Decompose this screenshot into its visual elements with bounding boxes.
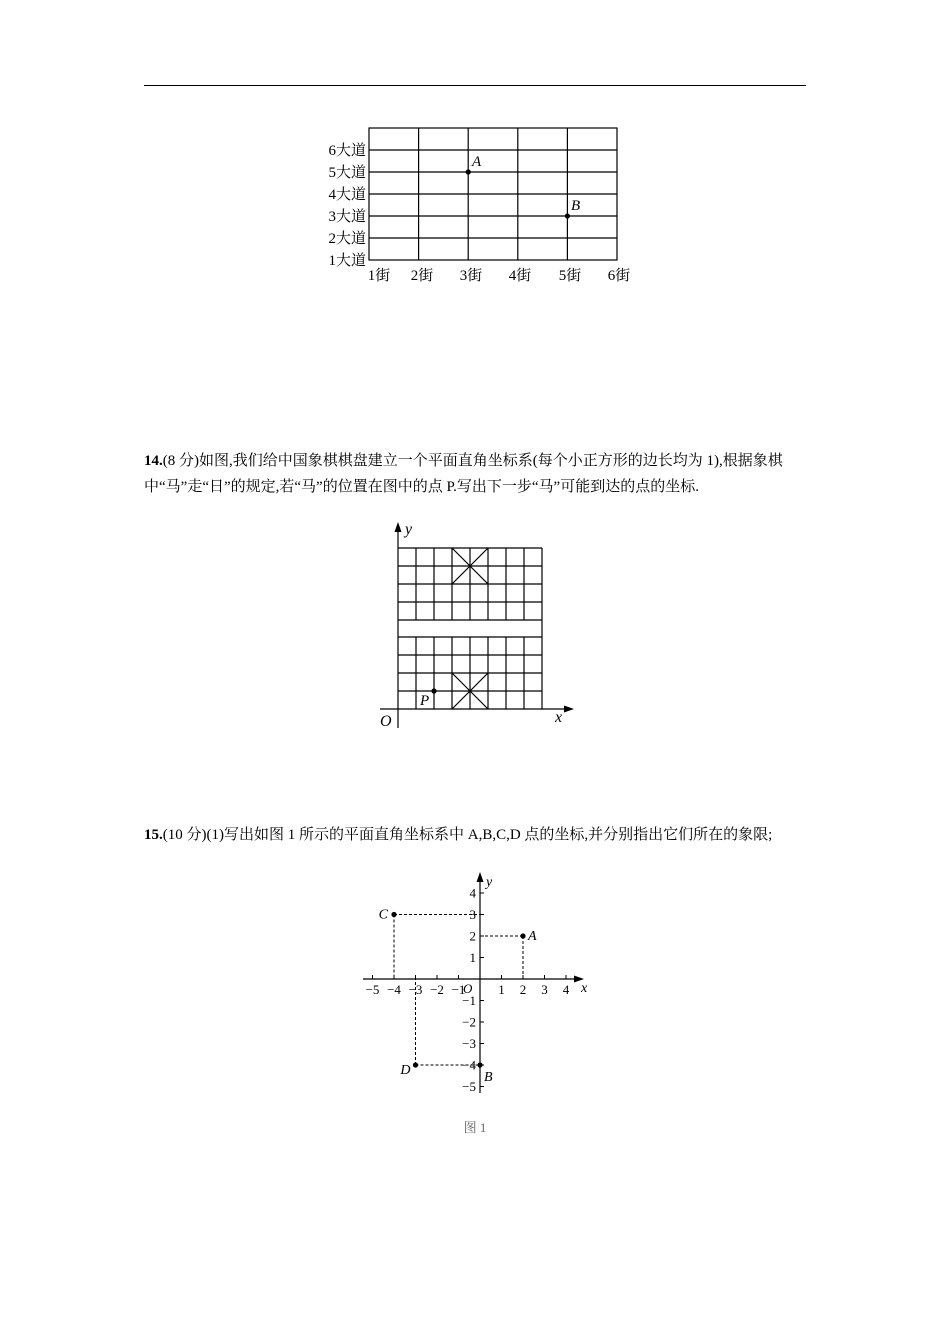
point-b bbox=[477, 1062, 482, 1067]
street-label-5: 5街 bbox=[558, 268, 582, 284]
point-a bbox=[520, 933, 525, 938]
question-15 bbox=[144, 822, 808, 848]
y-tick-label: 2 bbox=[469, 928, 476, 944]
origin-label: O bbox=[463, 981, 473, 996]
x-tick-label: 4 bbox=[562, 982, 570, 997]
point-b-label: B bbox=[484, 1070, 493, 1085]
question-14 bbox=[144, 448, 808, 500]
y-axis-arrow bbox=[395, 522, 402, 532]
question-15-text: (10 分)(1)写出如图 1 所示的平面直角坐标系中 A,B,C,D 点的坐标,并分别指出它们所在的象限; bbox=[162, 827, 773, 843]
avenue-label-4: 4大道 bbox=[328, 187, 366, 203]
y-tick-label: −2 bbox=[462, 1014, 476, 1030]
point-a-label: A bbox=[528, 929, 537, 944]
y-axis-label: y bbox=[486, 875, 493, 890]
street-label-2: 2街 bbox=[410, 268, 434, 284]
point-d-label: D bbox=[400, 1063, 411, 1078]
point-p bbox=[431, 688, 436, 693]
avenue-label-3: 3大道 bbox=[328, 209, 366, 225]
x-tick-label: 2 bbox=[519, 982, 527, 997]
y-tick-label: −1 bbox=[462, 993, 476, 1008]
x-axis-label: x bbox=[555, 709, 563, 726]
x-axis-arrow bbox=[564, 706, 574, 713]
header-rule bbox=[144, 85, 806, 86]
point-c bbox=[391, 912, 396, 917]
y-tick-label: −4 bbox=[462, 1057, 476, 1073]
point-d bbox=[413, 1062, 418, 1067]
point-p-label: P bbox=[420, 693, 430, 709]
point-b-label: B bbox=[571, 198, 581, 214]
chess-board-figure bbox=[370, 518, 580, 733]
street-label-1: 1街 bbox=[367, 268, 391, 284]
x-tick-label: −1 bbox=[451, 982, 466, 997]
point-b bbox=[565, 213, 570, 218]
x-tick-label: 1 bbox=[498, 982, 505, 997]
y-tick-label: 1 bbox=[469, 950, 476, 965]
x-tick-label: −3 bbox=[408, 982, 423, 997]
question-15-number: 15. bbox=[144, 827, 163, 843]
street-avenue-grid bbox=[300, 118, 640, 293]
avenue-label-6: 6大道 bbox=[328, 143, 366, 159]
figure-1-caption: 图 1 bbox=[463, 1120, 487, 1135]
point-a-label: A bbox=[472, 154, 482, 170]
y-tick-label: −3 bbox=[462, 1036, 476, 1051]
x-tick-label: −5 bbox=[365, 982, 380, 997]
x-tick-label: 3 bbox=[541, 982, 548, 997]
y-tick-label: 4 bbox=[469, 885, 476, 901]
street-label-6: 6街 bbox=[607, 268, 631, 284]
point-c-label: C bbox=[378, 907, 388, 923]
y-axis-arrow bbox=[477, 872, 484, 882]
origin-label: O bbox=[380, 713, 392, 730]
y-tick-label: −5 bbox=[462, 1079, 476, 1094]
avenue-label-2: 2大道 bbox=[328, 231, 366, 247]
x-tick-label: −4 bbox=[387, 982, 401, 997]
x-axis-label: x bbox=[581, 981, 588, 996]
question-14-number: 14. bbox=[144, 453, 163, 469]
question-14-text: (8 分)如图,我们给中国象棋棋盘建立一个平面直角坐标系(每个小正方形的边长均为 1),根据象棋中“马”走“日”的规定,若“马”的位置在图中的点 P.写出下一步“马”可能到达的点的坐标. bbox=[144, 453, 783, 495]
point-a bbox=[466, 169, 471, 174]
coordinate-plane bbox=[355, 868, 595, 1108]
street-label-4: 4街 bbox=[508, 268, 532, 284]
avenue-label-5: 5大道 bbox=[328, 165, 366, 181]
y-axis-label: y bbox=[405, 521, 413, 538]
chess-board-grid bbox=[380, 526, 570, 728]
street-label-3: 3街 bbox=[459, 268, 483, 284]
avenue-label-1: 1大道 bbox=[328, 253, 366, 269]
y-tick-label: 3 bbox=[469, 907, 476, 922]
x-tick-label: −2 bbox=[430, 982, 444, 997]
